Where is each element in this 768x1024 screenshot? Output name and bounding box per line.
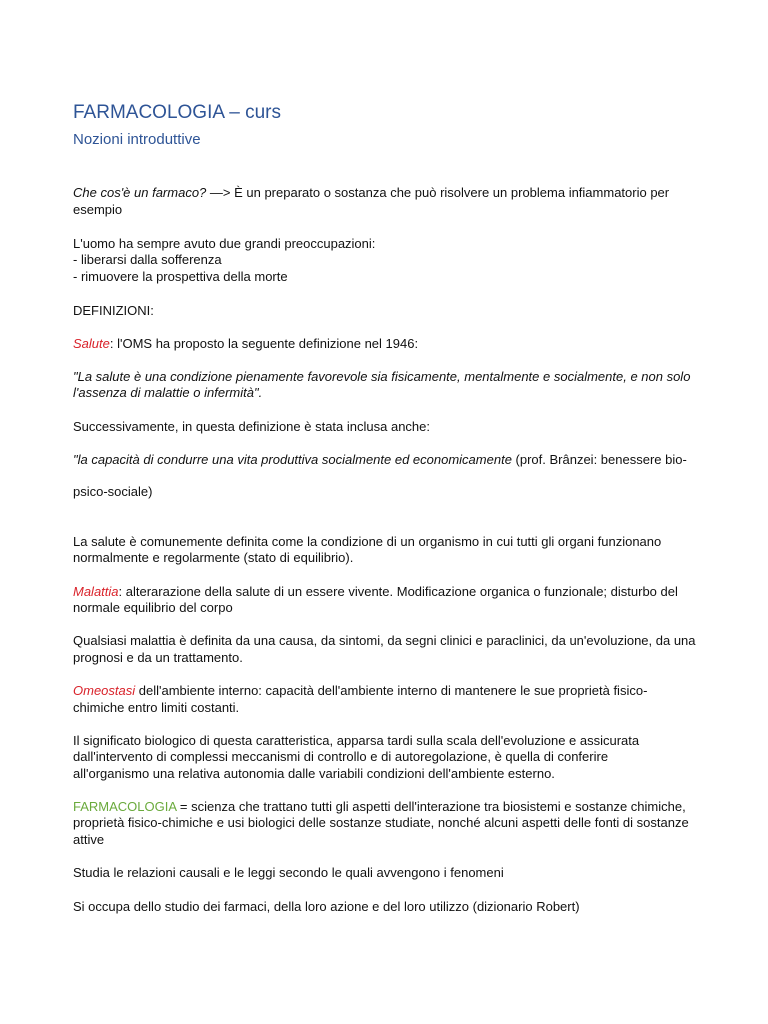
bio-meaning-line-1: Il significato biologico di questa caratteristica, apparsa tardi sulla scala dell'evoluzione e assicurata <box>73 733 640 748</box>
health-definition-line-2: normalmente e regolarmente (stato di equilibrio). <box>73 550 354 565</box>
concern-item-1: - liberarsi dalla sofferenza <box>73 252 222 267</box>
farmacologia-definition <box>73 798 686 815</box>
malattia-text: : alterarazione della salute di un essere vivente. Modificazione organica o funzionale; disturbo del <box>118 584 678 599</box>
salute-text: : l'OMS ha proposto la seguente definizione nel 1946: <box>109 336 419 351</box>
oms-quote-line-2: l'assenza di malattie o infermità". <box>73 385 263 400</box>
farmacologia-text-line-2: proprietà fisico-chimiche e usi biologici delle sostanze studiate, nonché alcuni aspetti delle fonti di sostanze <box>73 815 689 830</box>
salute-term: Salute <box>73 336 110 351</box>
health-definition-line-1: La salute è comunemente definita come la condizione di un organismo in cui tutti gli organi funzionano <box>73 534 662 549</box>
answer-line-2: esempio <box>73 202 123 217</box>
concerns-intro: L'uomo ha sempre avuto due grandi preoccupazioni: <box>73 236 376 251</box>
capacity-line <box>73 451 687 468</box>
bio-meaning-line-3: all'organismo una relativa autonomia dalle variabili condizioni dell'ambiente esterno. <box>73 766 555 781</box>
question-line <box>73 184 669 201</box>
concern-item-2: - rimuovere la prospettiva della morte <box>73 269 288 284</box>
later-intro: Successivamente, in questa definizione è stata inclusa anche: <box>73 419 430 434</box>
any-disease-line-2: prognosi e da un trattamento. <box>73 650 243 665</box>
capacity-quote: "la capacità di condurre una vita produttiva socialmente ed economicamente <box>73 452 512 467</box>
capacity-source-line-2: psico-sociale) <box>73 484 153 499</box>
definitions-heading: DEFINIZIONI: <box>73 303 154 318</box>
answer-text: —> È un preparato o sostanza che può risolvere un problema infiammatorio per <box>206 185 670 200</box>
document-subtitle: Nozioni introduttive <box>73 131 201 148</box>
malattia-text-line-2: normale equilibrio del corpo <box>73 600 233 615</box>
question-text: Che cos'è un farmaco? <box>73 185 207 200</box>
studies-line: Studia le relazioni causali e le leggi secondo le quali avvengono i fenomeni <box>73 865 504 880</box>
oms-quote-line-1: "La salute è una condizione pienamente favorevole sia fisicamente, mentalmente e socialmente, e non solo <box>73 369 691 384</box>
any-disease-line-1: Qualsiasi malattia è definita da una causa, da sintomi, da segni clinici e paraclinici, da un'evoluzione, da una <box>73 633 696 648</box>
capacity-source: (prof. Brânzei: benessere bio- <box>511 452 687 467</box>
omeostasi-text: dell'ambiente interno: capacità dell'ambiente interno di mantenere le sue proprietà fisico- <box>135 683 648 698</box>
farmacologia-text: = scienza che trattano tutti gli aspetti dell'interazione tra biosistemi e sostanze chimiche, <box>176 799 686 814</box>
deals-line: Si occupa dello studio dei farmaci, della loro azione e del loro utilizzo (dizionario Robert) <box>73 899 580 914</box>
omeostasi-definition <box>73 682 647 699</box>
omeostasi-text-line-2: chimiche entro limiti costanti. <box>73 700 240 715</box>
farmacologia-term: FARMACOLOGIA <box>73 799 177 814</box>
omeostasi-term: Omeostasi <box>73 683 136 698</box>
malattia-term: Malattia <box>73 584 119 599</box>
bio-meaning-line-2: dall'intervento di complessi meccanismi di controllo e di autoregolazione, è quella di conferire <box>73 749 609 764</box>
document-title: FARMACOLOGIA – curs <box>73 102 281 123</box>
malattia-definition <box>73 583 678 600</box>
farmacologia-text-line-3: attive <box>73 832 105 847</box>
salute-definition <box>73 335 418 352</box>
